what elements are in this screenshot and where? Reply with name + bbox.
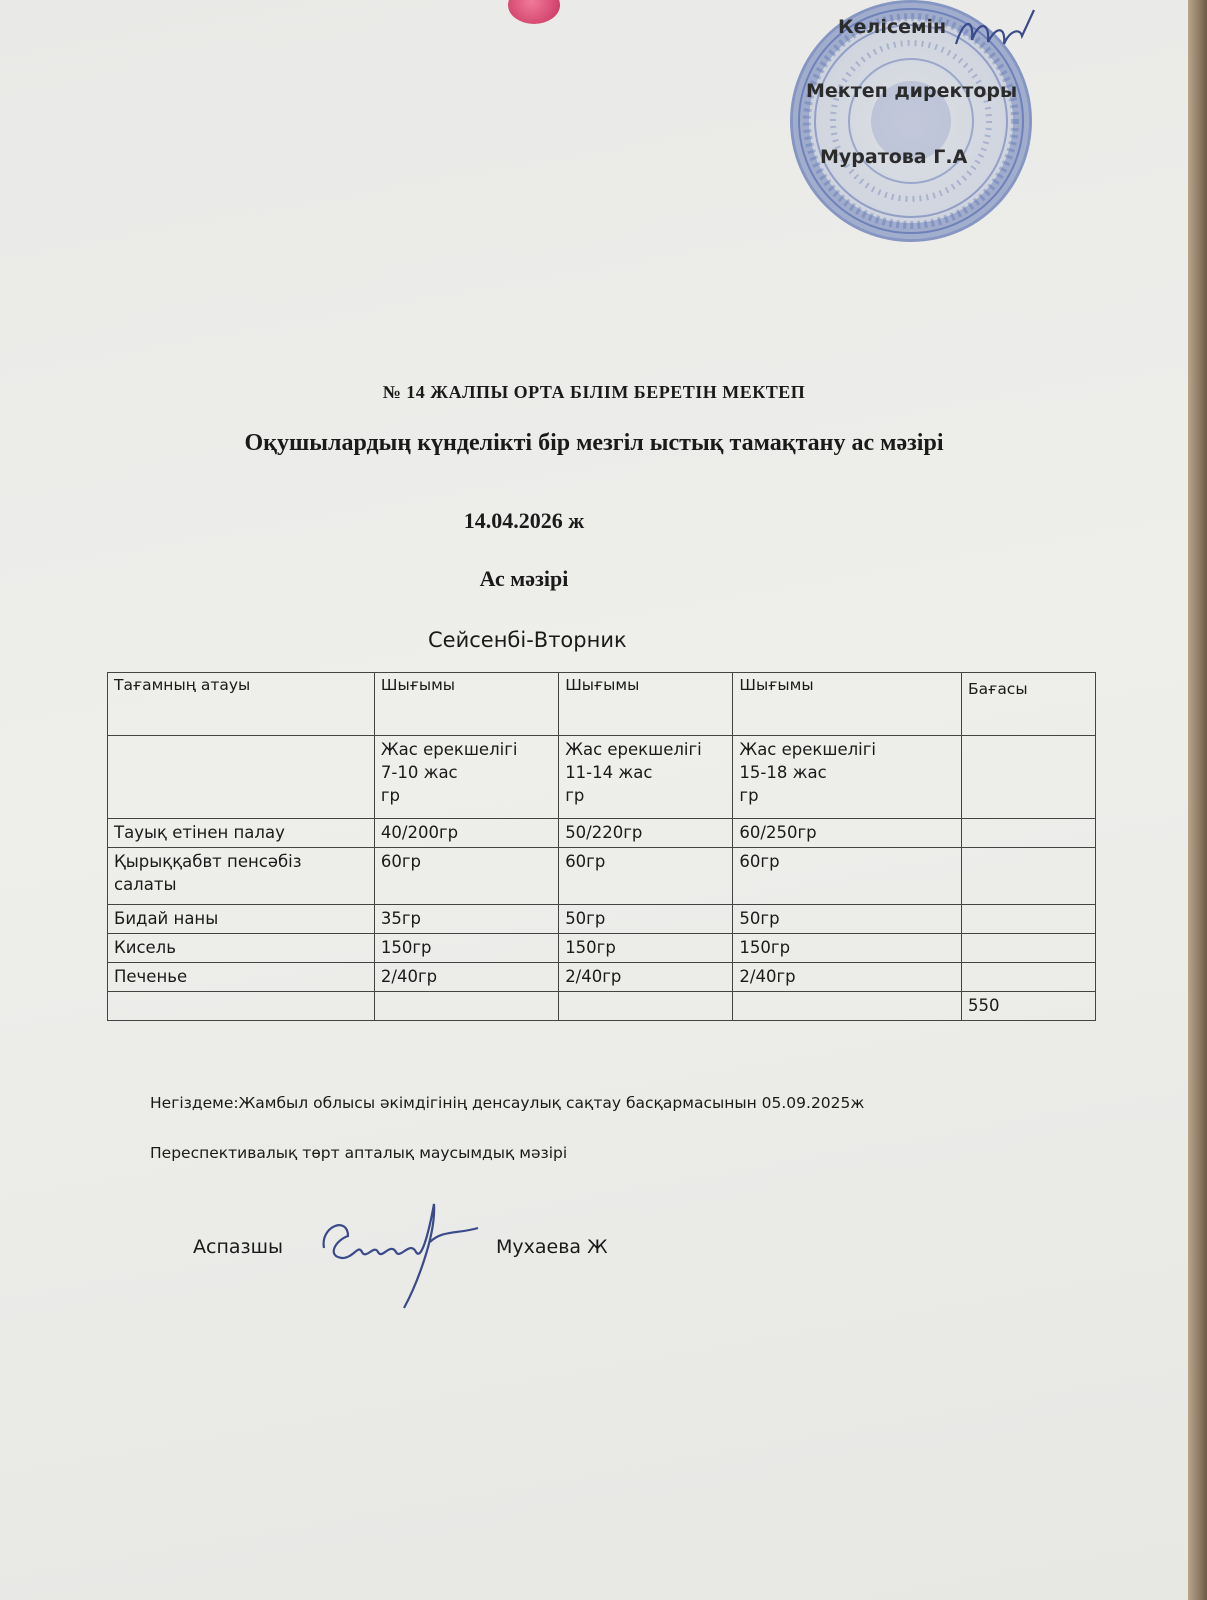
basis-note: Негіздеме:Жамбыл облысы әкімдігінің денсаулық сақтау басқармасынын 05.09.2025ж (150, 1094, 865, 1112)
dish-name: Кисель (108, 934, 375, 963)
push-pin (508, 0, 560, 24)
yield-11-14: 2/40гр (559, 963, 733, 992)
yield-15-18: 150гр (733, 934, 962, 963)
yield-15-18: 50гр (733, 905, 962, 934)
yield-11-14: 60гр (559, 848, 733, 905)
dish-name: Печенье (108, 963, 375, 992)
dish-name: Қырыққабвт пенсәбіз салаты (108, 848, 375, 905)
age-unit: гр (380, 786, 401, 806)
cook-signature (318, 1196, 498, 1316)
table-row (108, 963, 1096, 992)
menu-date: 14.04.2026 ж (463, 508, 585, 533)
table-row (108, 934, 1096, 963)
header-yield: Шығымы (733, 673, 962, 736)
menu-table (107, 672, 1096, 1021)
director-signature (950, 4, 1040, 60)
yield-11-14: 50гр (559, 905, 733, 934)
approval-director-name: Муратова Г.А (820, 146, 968, 168)
empty-cell (108, 992, 375, 1021)
yield-15-18: 2/40гр (733, 963, 962, 992)
age-range: 7-10 жас (380, 763, 458, 783)
empty-cell (108, 736, 375, 819)
school-name: № 14 ЖАЛПЫ ОРТА БІЛІМ БЕРЕТІН МЕКТЕП (382, 382, 806, 402)
age-unit: гр (565, 786, 585, 806)
yield-7-10: 40/200гр (374, 819, 558, 848)
approval-position: Мектеп директоры (806, 80, 1018, 102)
header-yield: Шығымы (559, 673, 733, 736)
age-group-cell (733, 736, 962, 819)
dish-price (962, 848, 1096, 905)
weekday-label: Сейсенбі-Вторник (428, 628, 627, 652)
total-row (108, 992, 1096, 1021)
age-label: Жас ерекшелігі (739, 740, 876, 759)
cook-role: Аспазшы (193, 1236, 283, 1258)
menu-title: Ас мәзірі (479, 566, 569, 591)
header-dish-name: Тағамның атауы (108, 673, 375, 736)
yield-7-10: 150гр (374, 934, 558, 963)
age-unit: гр (739, 786, 759, 806)
yield-11-14: 150гр (559, 934, 733, 963)
age-group-cell (559, 736, 733, 819)
yield-7-10: 2/40гр (374, 963, 558, 992)
total-price: 550 (962, 992, 1096, 1021)
document-subtitle: Оқушылардың күнделікті бір мезгіл ыстық тамақтану ас мәзірі (244, 430, 944, 456)
empty-cell (962, 736, 1096, 819)
age-range: 15-18 жас (739, 763, 827, 783)
yield-7-10: 35гр (374, 905, 558, 934)
yield-11-14: 50/220гр (559, 819, 733, 848)
yield-15-18: 60/250гр (733, 819, 962, 848)
dish-name: Бидай наны (108, 905, 375, 934)
approval-consent: Келісемін (838, 16, 947, 38)
dish-name: Тауық етінен палау (108, 819, 375, 848)
empty-cell (374, 992, 558, 1021)
age-label: Жас ерекшелігі (380, 740, 518, 759)
empty-cell (559, 992, 733, 1021)
yield-15-18: 60гр (733, 848, 962, 905)
age-range: 11-14 жас (565, 763, 653, 783)
header-price: Бағасы (962, 673, 1096, 736)
yield-7-10: 60гр (374, 848, 558, 905)
empty-cell (733, 992, 962, 1021)
cook-name: Мухаева Ж (496, 1236, 608, 1258)
table-row (108, 819, 1096, 848)
age-group-row (108, 736, 1096, 819)
table-row (108, 848, 1096, 905)
dish-price (962, 963, 1096, 992)
perspective-note: Переспективалық төрт апталық маусымдық мәзірі (150, 1144, 568, 1162)
wooden-frame-edge (1188, 0, 1207, 1600)
dish-price (962, 819, 1096, 848)
table-row (108, 905, 1096, 934)
table-header-row (108, 673, 1096, 736)
age-label: Жас ерекшелігі (565, 740, 702, 759)
age-group-cell (374, 736, 558, 819)
header-yield: Шығымы (374, 673, 558, 736)
dish-price (962, 934, 1096, 963)
dish-price (962, 905, 1096, 934)
